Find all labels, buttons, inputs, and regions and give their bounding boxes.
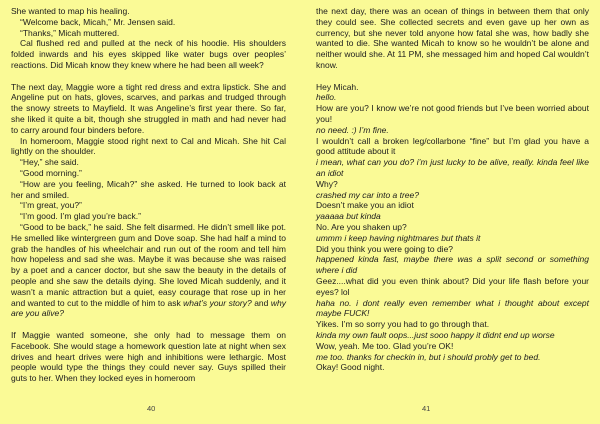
chat-line-micah: kinda my own fault oops...just sooo happy it didnt end up worse (316, 329, 555, 340)
chat-line-micah: no need. :) I’m fine. (316, 124, 389, 135)
paragraph (11, 222, 286, 319)
chat-line-maggie: Yikes. I’m so sorry you had to go through that. (316, 319, 490, 330)
section-break (11, 319, 286, 330)
chat-line-maggie: How are you? I know we’re not good friends but I’ve been worried about you! (316, 103, 589, 124)
paragraph: “How are you feeling, Micah?” she asked. He turned to look back at her and smiled. (11, 178, 286, 200)
chat-line-maggie: Did you think you were going to die? (316, 243, 454, 254)
paragraph: “I’m great, you?” (20, 200, 82, 211)
paragraph: Cal flushed red and pulled at the neck of his hoodie. His shoulders folded inwards and his eyes skipped like water bugs over peoples’ reactions. Did Micah know they knew where he had been all week? (11, 38, 286, 70)
paragraph: The next day, Maggie wore a tight red dress and extra lipstick. She and Angeline put on hats, gloves, scarves, and parkas and trudged through the snowy streets to Mayfield. It was Angeline’s first year there. So far, she liked it quite a bit, though she struggled in math and had never had to carry around four binders before. (11, 81, 286, 135)
paragraph: If Maggie wanted someone, she only had to message them on Facebook. She would stage a homework question late at night when sex drives and heart drives were high and inhibitions were lethargic. Most people would type the things they could never say. Guys spilled their guts to her. When they locked eyes in homeroom (11, 329, 286, 384)
paragraph: “Hey,” she said. (20, 157, 79, 168)
paragraph: the next day, there was an ocean of things in between them that only they could see. She collected secrets and even gave up her own as currency, but she never told anyone how fatal she was, how badly she wanted to die. She wanted Micah to know so he wouldn’t be alone and neither would she. At 11 PM, she messaged him and hoped Cal wouldn’t know. (316, 6, 589, 70)
paragraph-text: “Good to be back,” he said. She felt disarmed. He didn’t smell like pot. He smelled like wintergreen gum and Dove soap. She had half a mind to grab the handles of his wheelchair and run out of the room and tell him how hopeless and sad she was. Maybe it was because she was raised by a poet and a cancer doctor, but she saw the beauty in the details of people and she saw the details dying. She loved Micah suddenly, and it wasn’t a manic attraction but a quiet, easy courage that rose up in her and wanted to cut to the middle of him to ask (11, 221, 286, 308)
paragraph-text: and (254, 297, 269, 308)
right-page (316, 6, 589, 424)
chat-line-micah: yaaaaa but kinda (316, 211, 381, 222)
italic-phrase: what’s your story? (183, 297, 252, 308)
paragraph: “I’m good. I’m glad you’re back.” (20, 211, 141, 222)
page-number: 41 (422, 404, 431, 413)
paragraph: “Good morning.” (20, 167, 82, 178)
italic-phrase: why are you alive? (11, 297, 286, 319)
section-break (316, 71, 589, 82)
chat-line-maggie: No. Are you shaken up? (316, 221, 407, 232)
paragraph: “Thanks,” Micah muttered. (20, 27, 120, 38)
chat-line-maggie: Geez....what did you even think about? Did your life flash before your eyes? lol (316, 275, 589, 297)
left-page (11, 6, 286, 424)
paragraph: In homeroom, Maggie stood right next to Cal and Micah. She hit Cal lightly on the shoulder. (11, 135, 286, 157)
right-page-text (316, 6, 589, 373)
chat-line-micah: haha no. i dont really even remember what i thought about except maybe FUCK! (316, 297, 589, 319)
left-page-text (11, 6, 286, 384)
chat-line-maggie: Wow, yeah. Me too. Glad you’re OK! (316, 340, 454, 351)
chat-line-maggie: Hey Micah. (316, 81, 359, 92)
chat-line-micah: crashed my car into a tree? (316, 189, 419, 200)
chat-line-maggie: Doesn’t make you an idiot (316, 200, 414, 211)
paragraph: “Welcome back, Micah,” Mr. Jensen said. (20, 16, 176, 27)
chat-line-micah: hello. (316, 92, 337, 103)
chat-line-micah: me too. thanks for checkin in, but i should probly get to bed. (316, 351, 541, 362)
page-number: 40 (147, 404, 156, 413)
chat-line-maggie: Why? (316, 178, 338, 189)
chat-line-maggie: I wouldn’t call a broken leg/collarbone “fine” but I’m glad you have a good attitude about it (316, 135, 589, 157)
chat-line-micah: happened kinda fast, maybe there was a split second or something where i did (316, 254, 589, 276)
chat-line-micah: i mean, what can you do? i’m just lucky to be alive, really. kinda feel like an idiot (316, 157, 589, 178)
paragraph: She wanted to map his healing. (11, 6, 130, 16)
chat-line-maggie: Okay! Good night. (316, 362, 385, 373)
section-break (11, 71, 286, 82)
chat-line-micah: ummm i keep having nightmares but thats it (316, 232, 481, 243)
